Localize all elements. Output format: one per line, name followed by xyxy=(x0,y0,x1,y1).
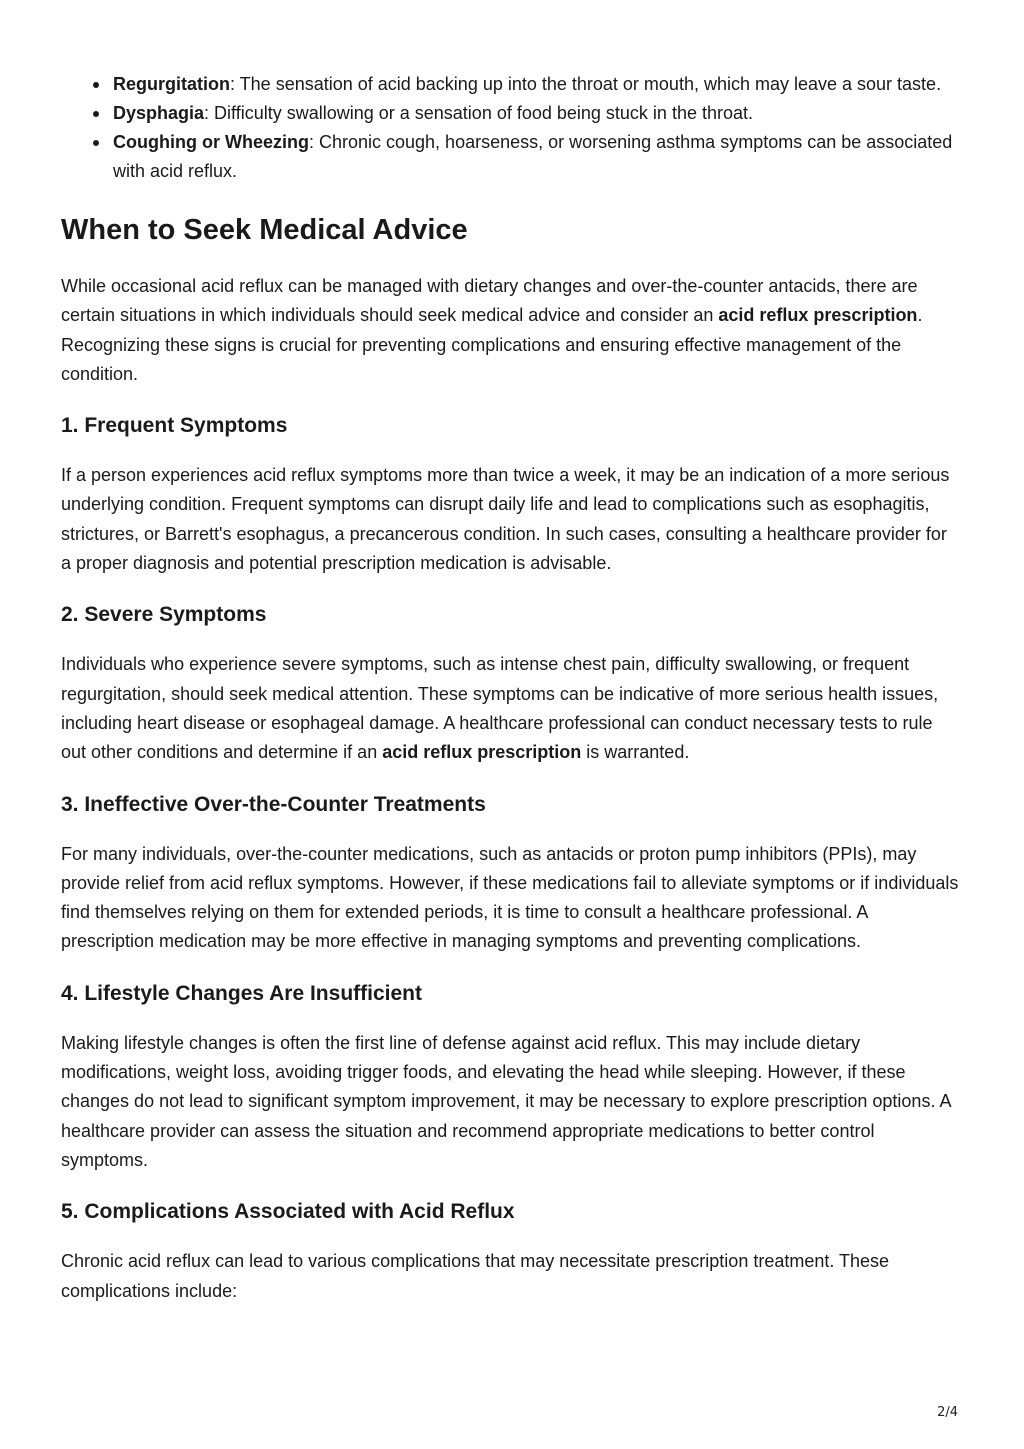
subsection-title: 5. Complications Associated with Acid Reflux xyxy=(61,1200,515,1224)
list-item xyxy=(113,99,961,128)
subsection-text xyxy=(61,650,961,767)
subsection-bold-text: acid reflux prescription xyxy=(382,742,582,763)
list-item xyxy=(113,128,961,186)
subsection-text-part1: Individuals who experience severe symptoms, such as intense chest pain, difficulty swallowing, or frequent regurgitation, should seek medical attention. These symptoms can be indicative of more serious health issues, including heart disease or esophageal damage. A healthcare professional can conduct necessary tests to rule out other conditions and determine if an xyxy=(61,654,939,763)
subsection-text: For many individuals, over-the-counter medications, such as antacids or proton pump inhibitors (PPIs), may provide relief from acid reflux symptoms. However, if these medications fail to alleviate symptoms or if individuals find themselves relying on them for extended periods, it is time to consult a healthcare professional. A prescription medication may be more effective in managing symptoms and preventing complications. xyxy=(61,843,959,952)
intro-paragraph xyxy=(61,272,961,389)
intro-text-part1: While occasional acid reflux can be managed with dietary changes and over-the-counter antacids, there are certain situations in which individuals should seek medical advice and consider an xyxy=(61,276,918,326)
subsection-title: 4. Lifestyle Changes Are Insufficient xyxy=(61,981,422,1005)
subsection-title: 2. Severe Symptoms xyxy=(61,603,267,627)
list-item-term: Coughing or Wheezing xyxy=(113,132,309,152)
section-complications xyxy=(61,1199,961,1306)
page-number: 2/4 xyxy=(937,1405,958,1420)
subsection-title: 3. Ineffective Over-the-Counter Treatments xyxy=(61,792,486,816)
section-severe-symptoms xyxy=(61,602,961,767)
list-item-text: : The sensation of acid backing up into the throat or mouth, which may leave a sour taste. xyxy=(230,74,942,94)
subsection-text: If a person experiences acid reflux symptoms more than twice a week, it may be an indication of a more serious underlying condition. Frequent symptoms can disrupt daily life and lead to complications such as esophagitis, strictures, or Barrett's esophagus, a precancerous condition. In such cases, consulting a healthcare provider for a proper diagnosis and potential prescription medication is advisable. xyxy=(61,465,950,574)
list-item-text: : Chronic cough, hoarseness, or worsening asthma symptoms can be associated with acid reflux. xyxy=(113,132,953,181)
list-item-text: : Difficulty swallowing or a sensation of food being stuck in the throat. xyxy=(204,103,753,123)
subsection-text: Chronic acid reflux can lead to various complications that may necessitate prescription treatment. These complications include: xyxy=(61,1251,890,1301)
subsection-text: Making lifestyle changes is often the first line of defense against acid reflux. This may include dietary modifications, weight loss, avoiding trigger foods, and elevating the head while sleeping. However, if these changes do not lead to significant symptom improvement, it may be necessary to explore prescription options. A healthcare provider can assess the situation and recommend appropriate medications to better control symptoms. xyxy=(61,1032,951,1170)
intro-text-part2: . Recognizing these signs is crucial for preventing complications and ensuring effective management of the condition. xyxy=(61,305,923,384)
section-lifestyle-changes xyxy=(61,981,961,1175)
intro-bold-text: acid reflux prescription xyxy=(718,305,918,326)
subsection-title: 1. Frequent Symptoms xyxy=(61,414,288,438)
section-frequent-symptoms xyxy=(61,413,961,578)
document-page xyxy=(61,70,961,1306)
list-item xyxy=(113,70,961,99)
subsection-text-part2: is warranted. xyxy=(581,742,690,763)
section-heading: When to Seek Medical Advice xyxy=(61,214,468,246)
list-item-term: Regurgitation xyxy=(113,74,230,94)
symptom-list xyxy=(61,70,961,186)
list-item-term: Dysphagia xyxy=(113,103,205,123)
section-ineffective-otc xyxy=(61,792,961,957)
